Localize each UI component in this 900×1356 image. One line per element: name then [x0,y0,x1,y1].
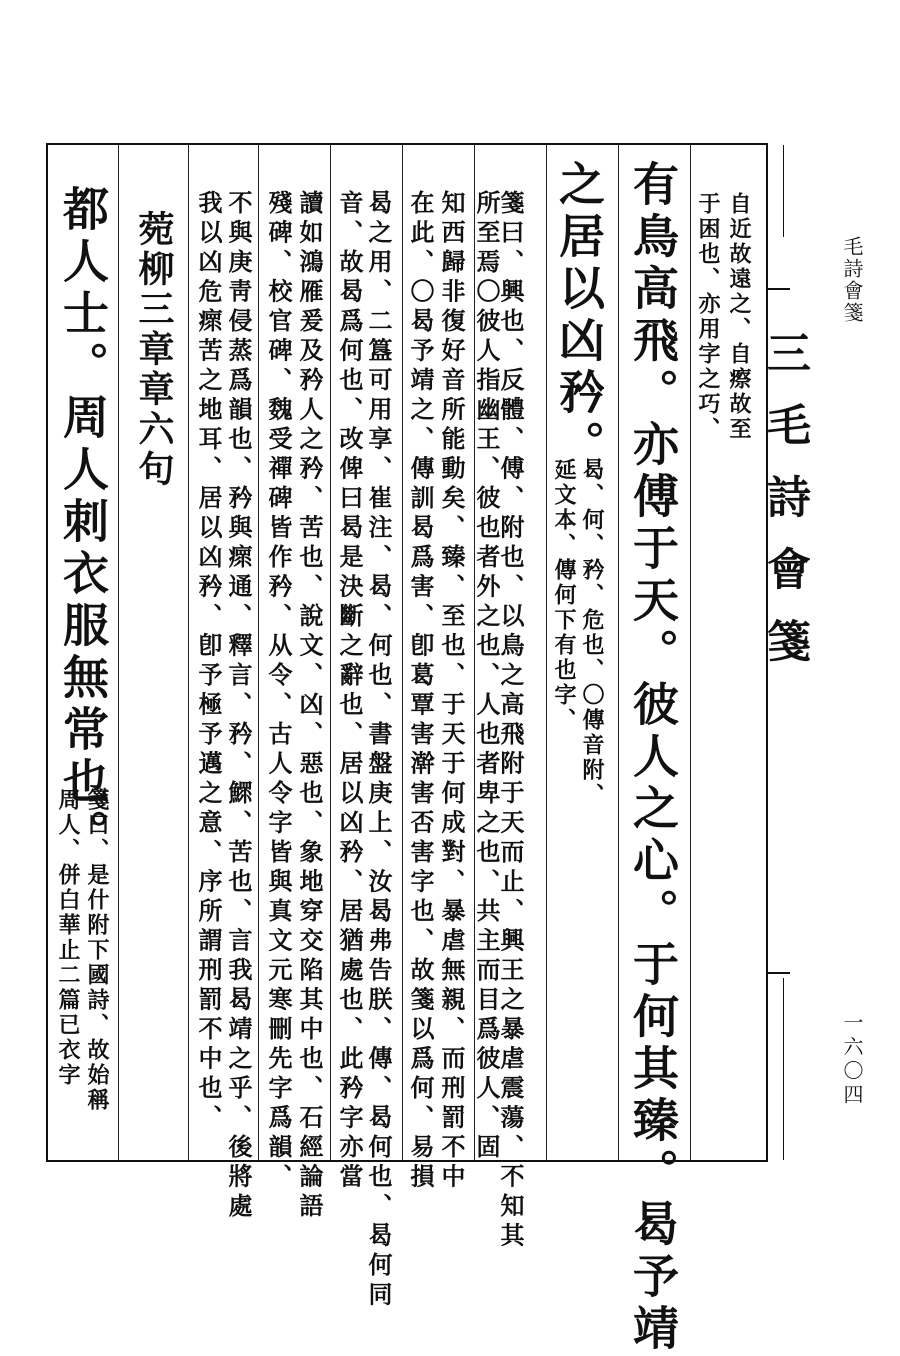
column-rule [546,145,547,1160]
note-line: 曷、何、矜、危也、〇傳音附、 [579,458,605,808]
commentary-column: 在此、〇曷予靖之、傳訓曷爲害、卽葛覃害澣害否害字也、故箋以爲何、易損 [406,190,435,1193]
commentary-line: 自近故遠之、自瘵故至 [726,192,752,442]
commentary-column: 不與庚靑侵蒸爲韻也、矜與瘝通、釋言、矜、鰥、苦也、言我曷靖之乎、後將處 [224,190,253,1223]
commentary-column: 殘碑、校官碑、魏受禪碑皆作矜、从令、古人令字皆與真文元寒刪先字爲韻、 [264,190,293,1193]
column-rule [188,145,189,1160]
column-rule [118,145,119,1160]
poem-title: 都人士。周人刺衣服無常也。 [56,185,110,861]
column-rule [330,145,331,1160]
banner-upper-line [783,145,784,237]
section-heading: 菀柳三章章六句 [133,210,175,490]
verse-line: 之居以凶矜。 [552,160,606,472]
commentary-column: 箋曰、興也、反體、傅、附也、以鳥之高飛附于天而止、興王之暴虐震蕩、不知其 [496,190,525,1252]
column-rule [258,145,259,1160]
commentary-line: 于困也、亦用字之巧、 [695,192,721,442]
commentary-column: 音、故曷爲何也、改俾曰曷是決斷之辭也、居以凶矜、居猶處也、此矜字亦當 [335,190,364,1193]
book-title: 三毛詩會箋 [759,330,810,690]
commentary-column: 曷之用、二簋可用享、崔注、曷、何也、書盤庚上、汝曷弗告朕、傳、曷何也、曷何同 [364,190,393,1311]
note-line: 周人、併白華止二篇已衣字 [55,788,81,1088]
banner-lower-line [783,978,784,1160]
commentary-column: 我以凶危瘝苦之地耳、居以凶矜、卽予極予邁之意、序所謂刑罰不中也、 [194,190,223,1134]
note-line: 延文本、傳何下有也字、 [551,458,577,733]
banner-upper-tick [768,288,790,290]
margin-title: 毛詩會箋 [840,236,864,324]
note-line: 箋曰、是什附下國詩、故始稱 [84,788,110,1113]
column-rule [618,145,619,1160]
frame-top-border [46,143,768,145]
banner-lower-tick [768,972,790,974]
verse-line: 有鳥高飛。亦傅于天。彼人之心。于何其臻。曷予靖 [626,160,680,1356]
commentary-column: 讀如鴻雁爰及矜人之矜、苦也、說文、凶、惡也、象地穿交陷其中也、石經論語 [295,190,324,1223]
column-rule [402,145,403,1160]
commentary-column: 所至焉〇彼人指幽王、彼也者外之也、人也者卑之也、共主而目爲彼人、固 [472,190,501,1164]
column-rule [690,145,691,1160]
frame-left-border [46,143,48,1162]
commentary-column: 知西歸非復好音所能動矣、臻、至也、于天于何成對、暴虐無親、而刑罰不中 [437,190,466,1193]
page-number: 一六〇四 [840,1012,864,1108]
